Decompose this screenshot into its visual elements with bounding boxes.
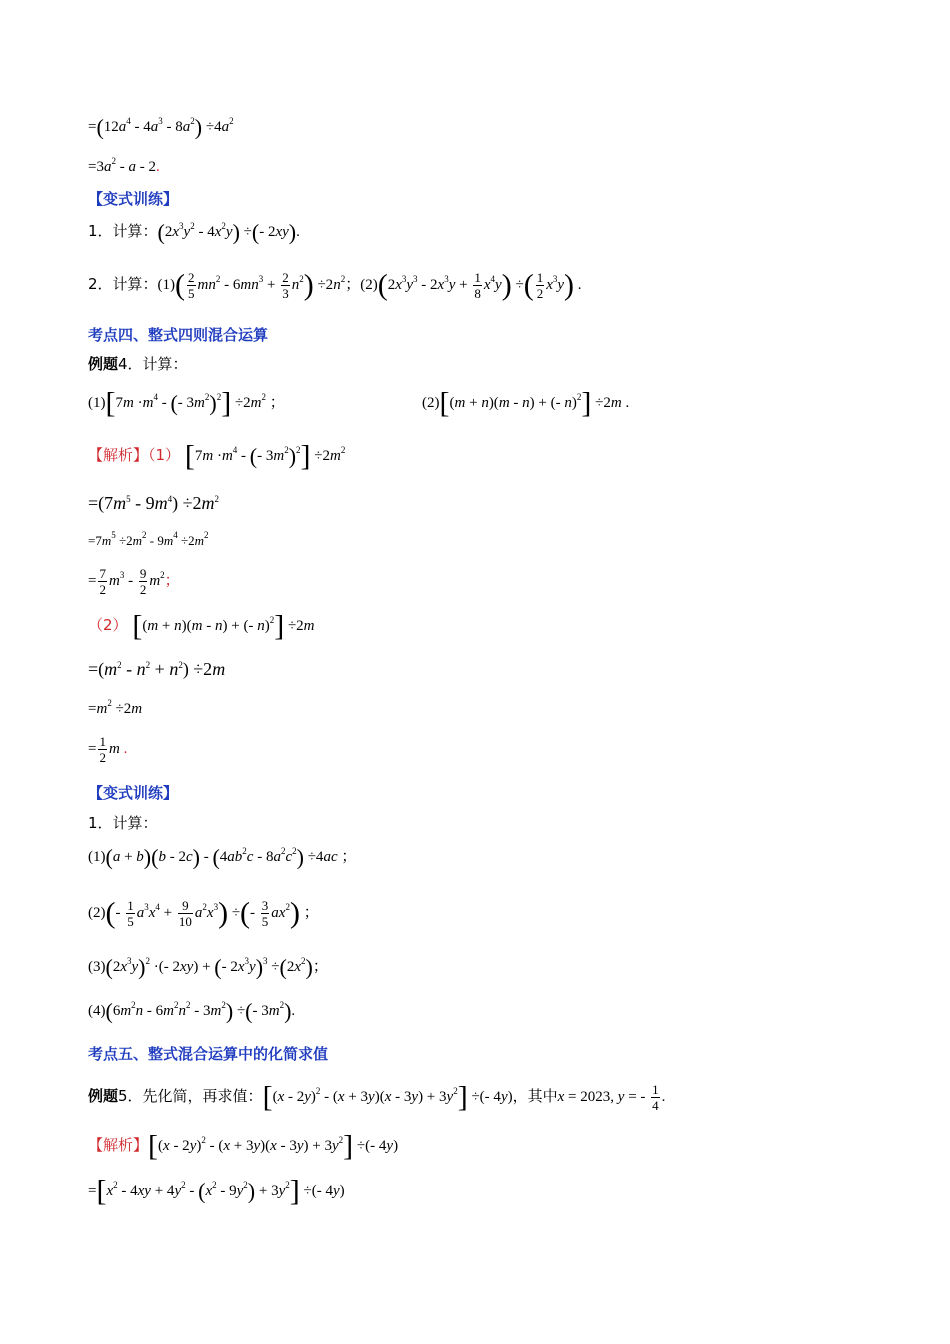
section-title: 考点五、整式混合运算中的化简求值 (88, 1045, 329, 1063)
solution-line: 【解析】（1） [$7m \cdot m^4$ - (- $3m^2)^2] \div 2m^2$ (88, 439, 346, 473)
section-label: 【变式训练】 (88, 784, 179, 802)
step-line: $=(7m^5 - 9m^4) \div 2m^2$ (88, 493, 220, 513)
solution-line: 【解析】$[(x - 2y)^2 - (x + 3y)(x - 3y) + 3y^2]$ ÷(- 4y) (88, 1129, 399, 1163)
exercise-item-2: (2)(- $\frac{1}{5}$ $a^3x^4$ + $\frac{9}{10}$ $a^2x^3$) ÷(- $\frac{3}{5}$ $ax^2$) ； (88, 896, 319, 930)
section-title: 考点四、整式四则混合运算 (88, 326, 269, 344)
step-line: $=3a^2 - a - 2$. (88, 156, 160, 175)
example-4-part2: (2)[(m + n)(m - n) + (- n)$^2$] ÷2m . (422, 386, 630, 420)
step-line: $=[x^2 - 4xy + 4y^2 - (x^2 - 9y^2) + 3y^2]$ ÷(- 4y) (88, 1174, 345, 1208)
step-line: $=7m^5 \div 2m^2 - 9m^4 \div 2m^2$ (88, 530, 209, 548)
exercise-2: 2．计算：(1)( $\frac{2}{5}$ $mn^2 - 6mn^3$ + $\frac{2}{3}$ $n^2) \div 2n^2$；$(2)(2x^3y^3 - 2x^3y$ + $\frac{1}{8}$ $x^4y$) ÷( $\frac{1}{2}$ $x^3y$) . (88, 268, 582, 302)
step-line: = $\frac{1}{2}$ m . (88, 734, 128, 765)
example-5: 例题5．先化简，再求值：$[(x - 2y)^2 - (x + 3y)(x - 3y) + 3y^2]$ ÷(- 4y)，其中x = 2023, y = - $\frac{1}{4}$ . (88, 1080, 666, 1114)
step-line: $=(12a^4 - 4a^3 - 8a^2) \div 4a^2$ (88, 114, 234, 140)
example-4: 例题4．计算： (88, 355, 188, 373)
example-4-part1: $(1)[7m \cdot m^4$ - (- $3m^2)^2] \div 2m^2$ ； (88, 386, 285, 420)
step-line: = $\frac{7}{2}$ $m^3$ - $\frac{9}{2}$ $m^2$； (88, 566, 180, 597)
exercise-item-1: $(1)(a + b)(b - 2c) - (4ab^2c - 8a^2c^2) \div 4ac$ ； (88, 844, 357, 870)
exercise-item-3: $(3)(2x^3y)^2$ ·(- 2xy) + (- $2x^3y)^3 \div(2x^2)$； (88, 954, 328, 980)
exercise-1: 1．计算：$(2x^3y^2 - 4x^2y)$ ÷(- 2xy). (88, 219, 300, 245)
solution-line: （2） [(m + n)(m - n) + (- n)$^2$] ÷2m (88, 609, 315, 643)
section-label: 【变式训练】 (88, 190, 179, 208)
step-line: $=m^2 \div 2m$ (88, 698, 143, 717)
exercise-heading: 1．计算： (88, 814, 158, 832)
step-line: $=(m^2 - n^2 + n^2) \div 2m$ (88, 659, 226, 679)
exercise-item-4: $(4)(6m^2n - 6m^2n^2 - 3m^2)$ ÷(- $3m^2$). (88, 998, 296, 1024)
